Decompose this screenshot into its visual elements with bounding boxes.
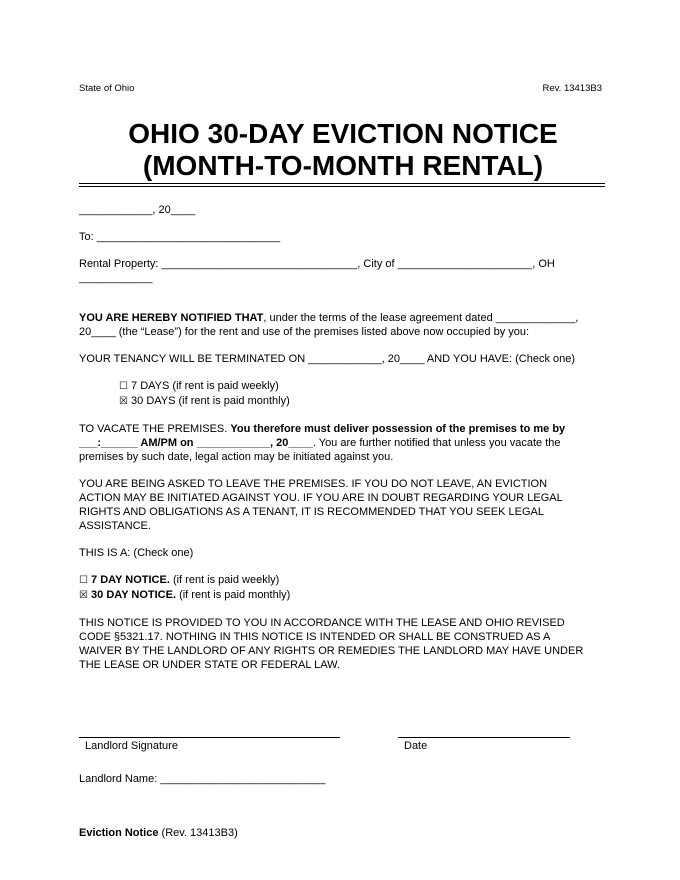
date-line: ____________, 20____ [79,204,196,216]
document-title [79,118,607,182]
vacate-bold1: You therefore must deliver possession of the premises to me by [230,423,566,435]
to-line: To: ______________________________ [79,231,281,243]
notified-rest: , under the terms of the lease agreement dated _____________, [263,312,579,324]
warning-line-3: RIGHTS AND OBLIGATIONS AS A TENANT, IT IS RECOMMENDED THAT YOU SEEK LEGAL [79,506,544,518]
option-7-day-bold: 7 DAY NOTICE. [91,574,170,586]
notice-body [79,203,607,672]
footer [79,827,238,839]
option-7-day-notice [79,573,607,588]
state-label: State of Ohio [79,83,135,94]
title-rule-top [79,183,605,184]
option-30-days-text: 30 DAYS (if rent is paid monthly) [131,395,290,407]
vacate-line-2 [79,436,607,450]
option-7-days [79,379,607,394]
vacate-bold2: ___:______ AM/PM on ____________, 20____ [79,437,313,449]
checkbox-checked-icon: ☒ [119,396,128,407]
warning-line-4: ASSISTANCE. [79,520,151,532]
option-30-day-notice [79,588,607,603]
provided-line-3: WAIVER BY THE LANDLORD OF ANY RIGHTS OR REMEDIES THE LANDLORD MAY HAVE UNDER [79,645,584,657]
warning-line-1: YOU ARE BEING ASKED TO LEAVE THE PREMISES. IF YOU DO NOT LEAVE, AN EVICTION [79,478,548,490]
title-rule-bottom [79,186,605,187]
footer-rest: (Rev. 13413B3) [158,827,238,839]
option-7-days-text: 7 DAYS (if rent is paid weekly) [131,380,279,392]
option-30-day-text: (if rent is paid monthly) [176,589,291,601]
rental-property-line: Rental Property: ________________________________, City of ______________________, OH ____________ [79,258,555,284]
landlord-signature-label: Landlord Signature [85,740,178,752]
tenancy-line: YOUR TENANCY WILL BE TERMINATED ON ____________, 20____ AND YOU HAVE: (Check one) [79,353,576,365]
notified-bold: YOU ARE HEREBY NOTIFIED THAT [79,312,264,324]
option-7-day-text: (if rent is paid weekly) [169,574,280,586]
footer-bold: Eviction Notice [79,827,159,839]
option-30-days [79,394,607,409]
date-label: Date [404,740,428,752]
option-30-day-bold: 30 DAY NOTICE. [91,589,177,601]
provided-line-1: THIS NOTICE IS PROVIDED TO YOU IN ACCORDANCE WITH THE LEASE AND OHIO REVISED [79,617,565,629]
provided-line-2: CODE §5321.17. NOTHING IN THIS NOTICE IS INTENDED OR SHALL BE CONSTRUED AS A [79,631,551,643]
vacate-paragraph [79,422,607,436]
checkbox-checked-icon: ☒ [79,590,88,601]
landlord-signature-line [79,737,340,738]
checkbox-empty-icon: ☐ [79,575,88,586]
vacate-part1: TO VACATE THE PREMISES. [79,423,231,435]
title-line-2: (MONTH-TO-MONTH RENTAL) [142,150,544,181]
notified-line-2: 20____ (the “Lease”) for the rent and use of the premises listed above now occupied by you: [79,326,530,338]
checkbox-empty-icon: ☐ [119,381,128,392]
notified-paragraph [79,311,607,325]
revision-label: Rev. 13413B3 [542,83,602,94]
vacate-part2: . You are further notified that unless you vacate the [312,437,561,449]
warning-line-2: ACTION MAY BE INITIATED AGAINST YOU. IF YOU ARE IN DOUBT REGARDING YOUR LEGAL [79,492,563,504]
title-line-1: OHIO 30-DAY EVICTION NOTICE [128,118,558,149]
landlord-name-line: Landlord Name: ___________________________ [79,773,326,785]
this-is-line: THIS IS A: (Check one) [79,547,194,559]
date-signature-line [398,737,570,738]
provided-line-4: THE LEASE OR UNDER STATE OR FEDERAL LAW. [79,659,340,671]
vacate-line-3: premises by such date, legal action may be initiated against you. [79,451,394,463]
